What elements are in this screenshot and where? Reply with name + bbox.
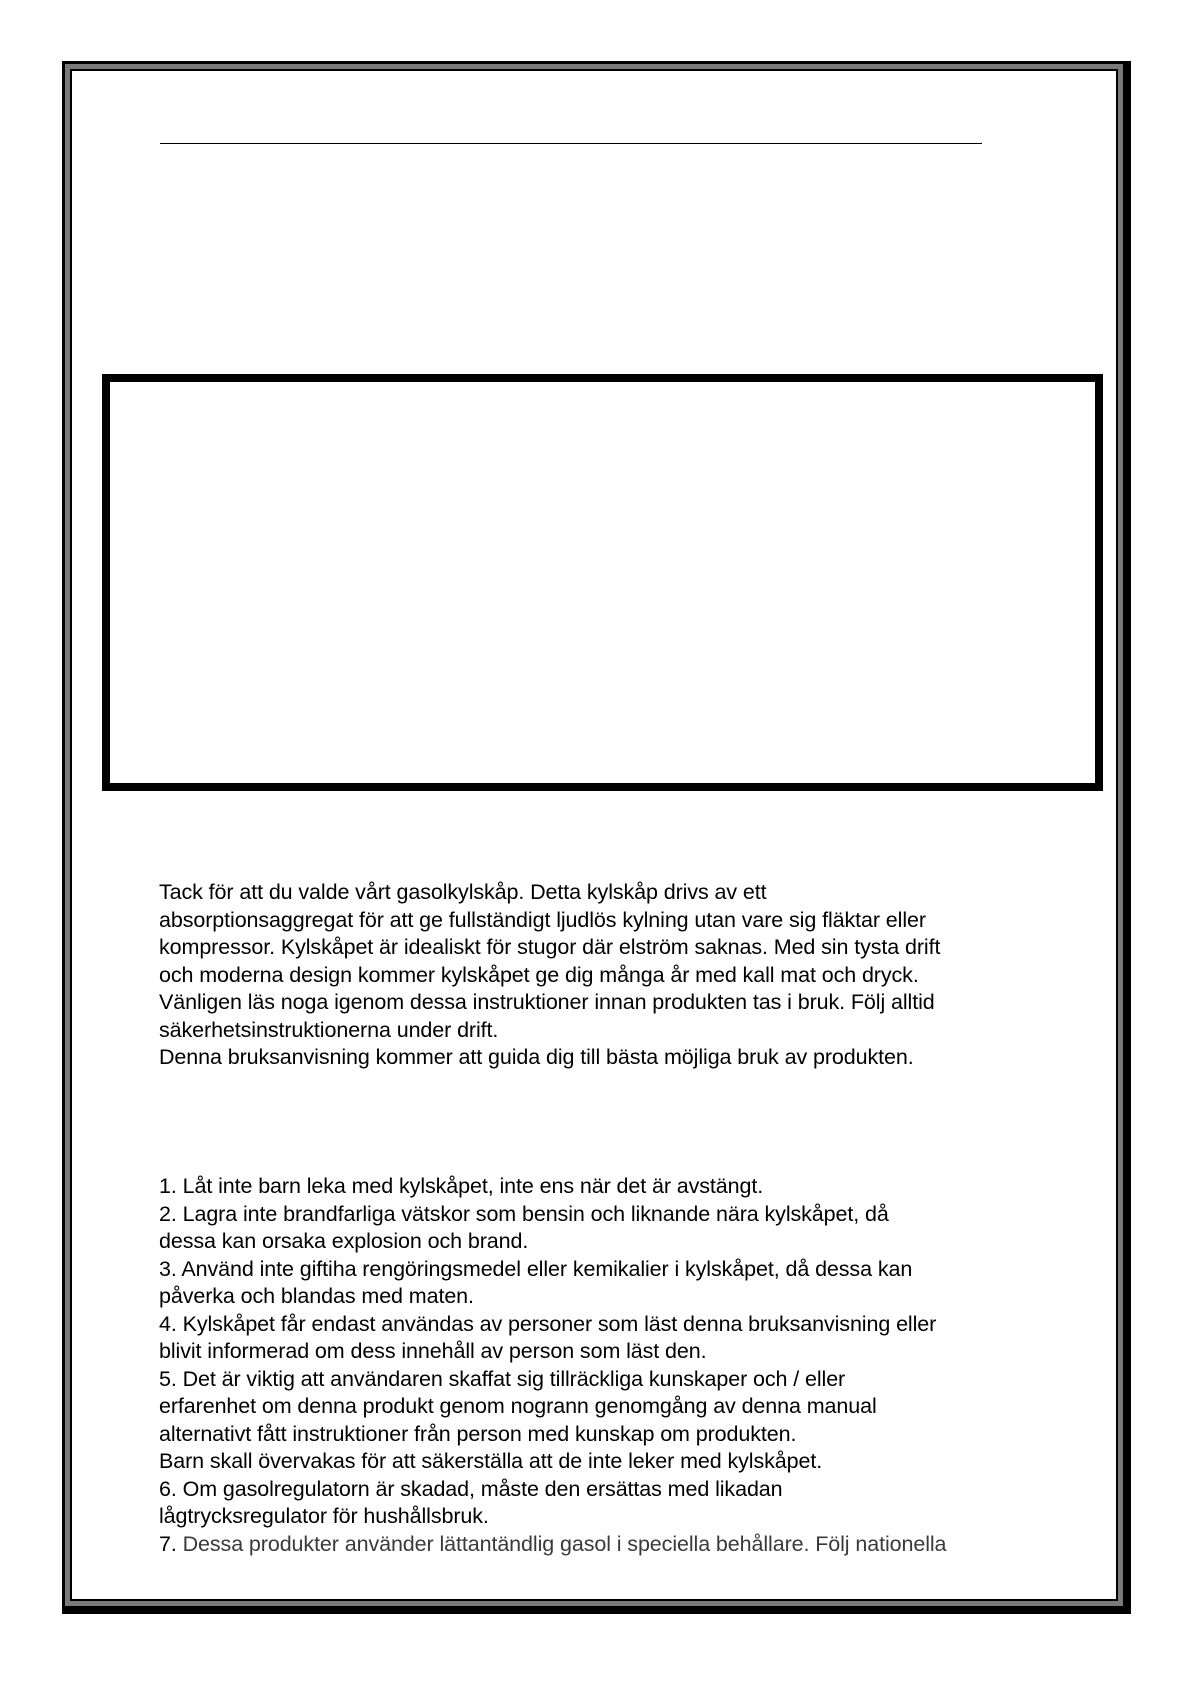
safety-line: Barn skall övervakas för att säkerställa att de inte leker med kylskåpet. [159, 1449, 823, 1473]
safety-line: blivit informerad om dess innehåll av person som läst den. [159, 1339, 707, 1363]
safety-line: alternativt fått instruktioner från person med kunskap om produkten. [159, 1421, 797, 1446]
intro-line: Vänligen läs noga igenom dessa instruktioner innan produkten tas i bruk. Följ alltid [159, 990, 935, 1014]
intro-paragraph [159, 879, 940, 1072]
blank-framed-box [102, 374, 1103, 791]
safety-line: erfarenhet om denna produkt genom nogrann genomgång av denna manual [159, 1394, 877, 1418]
intro-line: Tack för att du valde vårt gasolkylskåp. Detta kylskåp drivs av ett [159, 880, 767, 904]
safety-line: 4. Kylskåpet får endast användas av personer som läst denna bruksanvisning eller [159, 1311, 937, 1336]
safety-line: 6. Om gasolregulatorn är skadad, måste den ersättas med likadan [159, 1476, 783, 1501]
intro-line: absorptionsaggregat för att ge fullständigt ljudlös kylning utan vare sig fläktar eller [159, 907, 926, 932]
safety-line: lågtrycksregulator för hushållsbruk. [159, 1504, 489, 1528]
safety-line: 2. Lagra inte brandfarliga vätskor som bensin och liknande nära kylskåpet, då [159, 1201, 889, 1226]
safety-line: 1. Låt inte barn leka med kylskåpet, inte ens när det är avstängt. [159, 1174, 764, 1198]
intro-line: säkerhetsinstruktionerna under drift. [159, 1017, 499, 1042]
safety-instructions-list [159, 1173, 946, 1558]
safety-item-text: Dessa produkter använder lättantändlig gasol i speciella behållare. Följ nationella [182, 1531, 947, 1556]
intro-line: Denna bruksanvisning kommer att guida dig till bästa möjliga bruk av produkten. [159, 1045, 914, 1069]
safety-item-number: 7. [159, 1531, 177, 1556]
header-divider [160, 143, 982, 144]
safety-line: dessa kan orsaka explosion och brand. [159, 1229, 529, 1253]
safety-line: 3. Använd inte giftiha rengöringsmedel eller kemikalier i kylskåpet, då dessa kan [159, 1256, 913, 1281]
intro-line: kompressor. Kylskåpet är idealiskt för stugor där elström saknas. Med sin tysta drift [159, 935, 941, 959]
safety-line: påverka och blandas med maten. [159, 1284, 474, 1308]
safety-line: 5. Det är viktig att användaren skaffat sig tillräckliga kunskaper och / eller [159, 1366, 846, 1391]
intro-line: och moderna design kommer kylskåpet ge dig många år med kall mat och dryck. [159, 962, 919, 987]
safety-line-last [159, 1531, 946, 1559]
